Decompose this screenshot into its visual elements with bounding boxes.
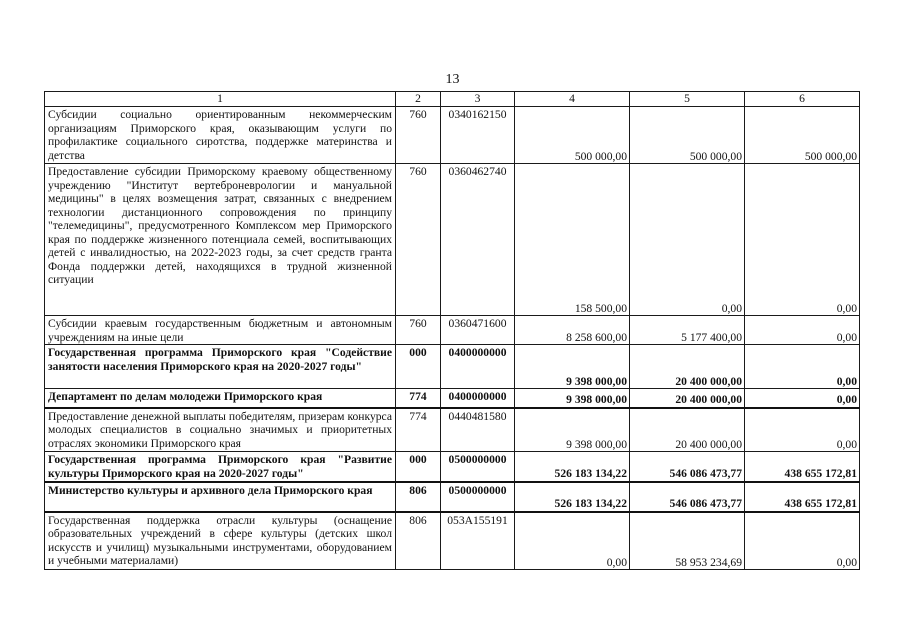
row-grbs-code: 000 [396, 345, 441, 389]
row-name: Государственная программа Приморского края "Развитие культуры Приморского края на 2020-2027 годы" [45, 452, 396, 482]
row-name: Субсидии краевым государственным бюджетным и автономным учреждениям на иные цели [45, 316, 396, 345]
row-name: Государственная программа Приморского края "Содействие занятости населения Приморского края на 2020-2027 годы" [45, 345, 396, 389]
row-amount-col6: 0,00 [745, 408, 860, 452]
row-target-code: 0500000000 [441, 482, 515, 512]
row-name: Предоставление денежной выплаты победителям, призерам конкурса молодых специалистов в социально значимых и приоритетных отраслях экономики Приморского края [45, 408, 396, 452]
row-amount-col5: 546 086 473,77 [630, 482, 745, 512]
row-amount-col5: 20 400 000,00 [630, 408, 745, 452]
row-amount-col6: 0,00 [745, 389, 860, 408]
row-name: Государственная поддержка отрасли культуры (оснащение образовательных учреждений в сфере культуры (детских школ искусств и училищ) музыкальными инструментами, оборудованием и учебными материалами) [45, 512, 396, 570]
page-number: 13 [445, 72, 460, 87]
row-amount-col4: 500 000,00 [515, 107, 630, 164]
row-amount-col5: 20 400 000,00 [630, 389, 745, 408]
table-row [45, 482, 860, 512]
column-header: 5 [630, 92, 745, 107]
row-grbs-code: 760 [396, 107, 441, 164]
row-grbs-code: 806 [396, 512, 441, 570]
row-grbs-code: 000 [396, 452, 441, 482]
row-amount-col4: 9 398 000,00 [515, 408, 630, 452]
table-row [45, 316, 860, 345]
row-target-code: 0360462740 [441, 164, 515, 316]
row-name: Предоставление субсидии Приморскому краевому общественному учреждению "Институт вертеброневрологии и мануальной медицины" в целях возмещения затрат, связанных с внедрением технологии дистанционного сопровождения по принципу "телемедицины", предусмотренного Комплексом мер Приморского края по поддержке жизненного потенциала семей, воспитывающих детей с инвалидностью, на 2022-2023 годы, за счет средств гранта Фонда поддержки детей, находящихся в трудной жизненной ситуации [45, 164, 396, 316]
row-name: Департамент по делам молодежи Приморского края [45, 389, 396, 408]
row-grbs-code: 806 [396, 482, 441, 512]
budget-table [44, 91, 860, 570]
row-name: Субсидии социально ориентированным некоммерческим организациям Приморского края, оказывающим услуги по профилактике социального сиротства, поддержке материнства и детства [45, 107, 396, 164]
row-amount-col5: 20 400 000,00 [630, 345, 745, 389]
row-target-code: 053A155191 [441, 512, 515, 570]
row-name: Министерство культуры и архивного дела Приморского края [45, 482, 396, 512]
row-amount-col4: 8 258 600,00 [515, 316, 630, 345]
row-amount-col4: 526 183 134,22 [515, 482, 630, 512]
row-target-code: 0400000000 [441, 389, 515, 408]
row-amount-col6: 500 000,00 [745, 107, 860, 164]
row-amount-col6: 0,00 [745, 164, 860, 316]
table-row [45, 345, 860, 389]
row-amount-col6: 438 655 172,81 [745, 452, 860, 482]
row-amount-col6: 0,00 [745, 512, 860, 570]
row-amount-col4: 158 500,00 [515, 164, 630, 316]
row-amount-col6: 0,00 [745, 316, 860, 345]
row-amount-col4: 9 398 000,00 [515, 345, 630, 389]
row-grbs-code: 760 [396, 164, 441, 316]
row-target-code: 0340162150 [441, 107, 515, 164]
column-header: 4 [515, 92, 630, 107]
table-header-row [45, 92, 860, 107]
row-target-code: 0400000000 [441, 345, 515, 389]
row-amount-col6: 438 655 172,81 [745, 482, 860, 512]
row-grbs-code: 774 [396, 408, 441, 452]
row-amount-col5: 58 953 234,69 [630, 512, 745, 570]
table-row [45, 452, 860, 482]
table-row [45, 389, 860, 408]
row-target-code: 0440481580 [441, 408, 515, 452]
row-amount-col4: 0,00 [515, 512, 630, 570]
table-row [45, 408, 860, 452]
row-amount-col4: 526 183 134,22 [515, 452, 630, 482]
column-header: 2 [396, 92, 441, 107]
row-grbs-code: 774 [396, 389, 441, 408]
column-header: 1 [45, 92, 396, 107]
column-header: 6 [745, 92, 860, 107]
row-amount-col4: 9 398 000,00 [515, 389, 630, 408]
table-row [45, 107, 860, 164]
row-target-code: 0360471600 [441, 316, 515, 345]
row-target-code: 0500000000 [441, 452, 515, 482]
row-amount-col5: 0,00 [630, 164, 745, 316]
table-row [45, 164, 860, 316]
row-amount-col5: 500 000,00 [630, 107, 745, 164]
column-header: 3 [441, 92, 515, 107]
table-row [45, 512, 860, 570]
row-amount-col5: 5 177 400,00 [630, 316, 745, 345]
row-amount-col6: 0,00 [745, 345, 860, 389]
row-grbs-code: 760 [396, 316, 441, 345]
row-amount-col5: 546 086 473,77 [630, 452, 745, 482]
